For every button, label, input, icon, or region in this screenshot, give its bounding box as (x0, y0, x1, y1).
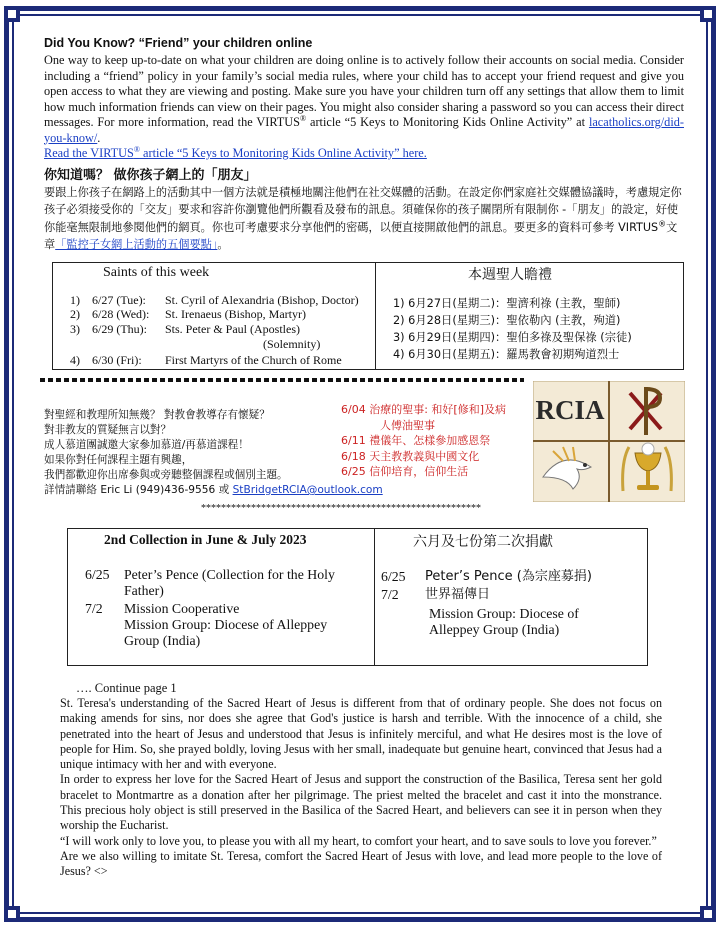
zh-article-body: 要跟上你孩子在網路上的活動其中一個方法就是積極地關注他們在社交媒體的活動。在設定你們家庭社交媒體協議時，考慮規定你孩子必須接受你的「交友」要求和容許你瀏覽他們所觀看及發布的訊息。須確保你的孩子關閉所有限制你 -「朋友」的設定，好使你能毫無限制地參閱他們的網頁。你也可考慮要求分享他們的密碼，以便直接開啟他們的訊息。要更多的資料可參考 VIRTUS®文章「監控子女網上活動的五個要點」。 (44, 185, 682, 251)
saint-row-zh: 1) 6月27日(星期二)：聖濟利祿 (主教，聖師) (393, 297, 621, 310)
rcia-email-link[interactable]: StBridgetRCIA@outlook.com (232, 484, 383, 496)
rcia-invitation: 對聖經和教理所知無幾？ 對教會教導存有懷疑？ 對非教友的質疑無言以對？ 成人慕道團誠邀大家參加慕道/再慕道課程！ 如果你對任何課程主題有興趣， 我們都歡迎你出席參與或旁聽整個課程或個別主題。 詳情請聯絡 Eric Li (949)436-9556 或 StBridgetRCIA@outlook.com (44, 409, 383, 496)
corner-ornament (4, 6, 20, 22)
story-paragraph: “I will work only to love you, to please you with all my heart, to comfort your heart, and to save souls to love you forever.” (60, 833, 657, 848)
story-paragraph: Are we also willing to imitate St. Teresa, comfort the Sacred Heart of Jesus with love, and lead more people to the love of Jesus? <> (60, 848, 662, 879)
collection-item-zh: Mission Group: Diocese of Alleppey Group (India) (429, 606, 579, 637)
zh-article-title: 你知道嗎？ 做你孩子網上的「朋友」 (44, 167, 257, 183)
collection-english-column: 2nd Collection in June & July 2023 6/25 Peter’s Pence (Collection for the Holy Father) 7/2 Mission Cooperative Mission Group: Diocese of Alleppey Group (India) (68, 529, 375, 665)
story-paragraph: In order to express her love for the Sacred Heart of Jesus and support the construction of the Basilica, Teresa sent her gold bracelet to Montmartre as a donation after her pilgrimage. The priest melted the bracelet and cast it into the monstrance. This precious holy object is still preserved in the Basilica of the Sacred Heart, and believers can see it in person when they worship the Eucharist. (60, 772, 662, 833)
corner-ornament (700, 906, 716, 922)
continue-label: …. Continue page 1 (76, 681, 177, 695)
saint-row: 1) 6/27 (Tue): St. Cyril of Alexandria (Bishop, Doctor) (70, 293, 359, 307)
stars-divider: ******************************************************** (201, 503, 481, 514)
collection-item-zh: Peter’s Pence (為宗座募捐) (425, 569, 592, 584)
article-body: One way to keep up-to-date on what your children are doing online is to actively follow their accounts on social media. Consider including a “friend” policy in your family’s social media rules, where your child has to accept your friend request and give you open access to what they are viewing and posting. Make sure you have your children turn off any settings that allow them to limit how much information friends can view on their pages. You might also consider sharing a password so you can access their direct messages. For more information, read the VIRTUS® article “5 Keys to Monitoring Kids Online Activity” at lacatholics.org/did-you-know/. Read the VIRTUS® article “5 Keys to Monitoring Kids Online Activity” here. (44, 53, 684, 160)
collection-item: Mission Cooperative Mission Group: Diocese of Alleppey Group (India) (124, 601, 328, 648)
saint-row: 4) 6/30 (Fri): First Martyrs of the Church of Rome (70, 353, 342, 367)
saint-row-zh: 3) 6月29日(星期四)：聖伯多祿及聖保祿 (宗徒) (393, 331, 632, 344)
did-you-know-section (44, 36, 684, 254)
corner-ornament (700, 6, 716, 22)
collection-heading-zh: 六月及七份第二次捐獻 (413, 534, 553, 550)
zh-virtus-link[interactable]: 「監控子女網上活動的五個要點」 (55, 238, 218, 251)
corner-ornament (4, 906, 20, 922)
rcia-logo (533, 381, 685, 502)
dotted-divider (40, 378, 524, 382)
saints-table (52, 262, 684, 370)
article-title: Did You Know? “Friend” your children online (44, 36, 313, 50)
saints-english-column (53, 263, 376, 369)
saints-heading: Saints of this week (103, 265, 210, 280)
story-paragraph: St. Teresa's understanding of the Sacred Heart of Jesus is different from that of ordinary people. She does not focus on making amends for sins, nor does she agree that God's justice is harsh and terrible. With the innocence of a child, she penetrated into the heart of Jesus and understood that Jesus is infinitely merciful, and what He desires most is the love of people for Him. So, she prayed boldly, loving Jesus with her small, inadequate but genuine heart, convinced that Jesus had a unique intimacy with her and with everyone. (60, 696, 662, 772)
saint-row: 2) 6/28 (Wed): St. Irenaeus (Bishop, Martyr) (70, 307, 306, 321)
st-teresa-story (60, 696, 662, 880)
saints-heading-zh: 本週聖人瞻禮 (468, 267, 552, 283)
solemnity-note: (Solemnity) (263, 337, 321, 351)
second-collection-table (67, 528, 648, 666)
saint-row: 3) 6/29 (Thu): Sts. Peter & Paul (Apostles) (70, 322, 300, 336)
collection-chinese-column: 六月及七份第二次捐獻 6/25 Peter’s Pence (為宗座募捐) 7/2 世界福傳日 Mission Group: Diocese of Alleppey Group (India) (375, 529, 647, 665)
rcia-logo-text: RCIA (535, 395, 605, 425)
rcia-schedule: 6/04 治療的聖事: 和好[修和]及病 人傅油聖事 6/11 禮儀年、怎樣參加感恩祭 6/18 天主教教義與中國文化 6/25 信仰培育，信仰生活 (341, 403, 506, 478)
collection-item-zh: 世界福傳日 (425, 587, 491, 602)
lacatholics-link[interactable]: lacatholics.org/did-you-know/ (44, 115, 684, 145)
saint-row-zh: 4) 6月30日(星期五)：羅馬教會初期殉道烈士 (393, 348, 620, 361)
saint-row-zh: 2) 6月28日(星期三)：聖依勒內 (主教，殉道) (393, 314, 621, 327)
collection-heading: 2nd Collection in June & July 2023 (104, 532, 307, 547)
collection-item: Peter’s Pence (Collection for the Holy Father) (124, 567, 335, 598)
read-virtus-link[interactable]: Read the VIRTUS® article “5 Keys to Monitoring Kids Online Activity” here. (44, 144, 427, 160)
saints-chinese-column (376, 263, 683, 369)
